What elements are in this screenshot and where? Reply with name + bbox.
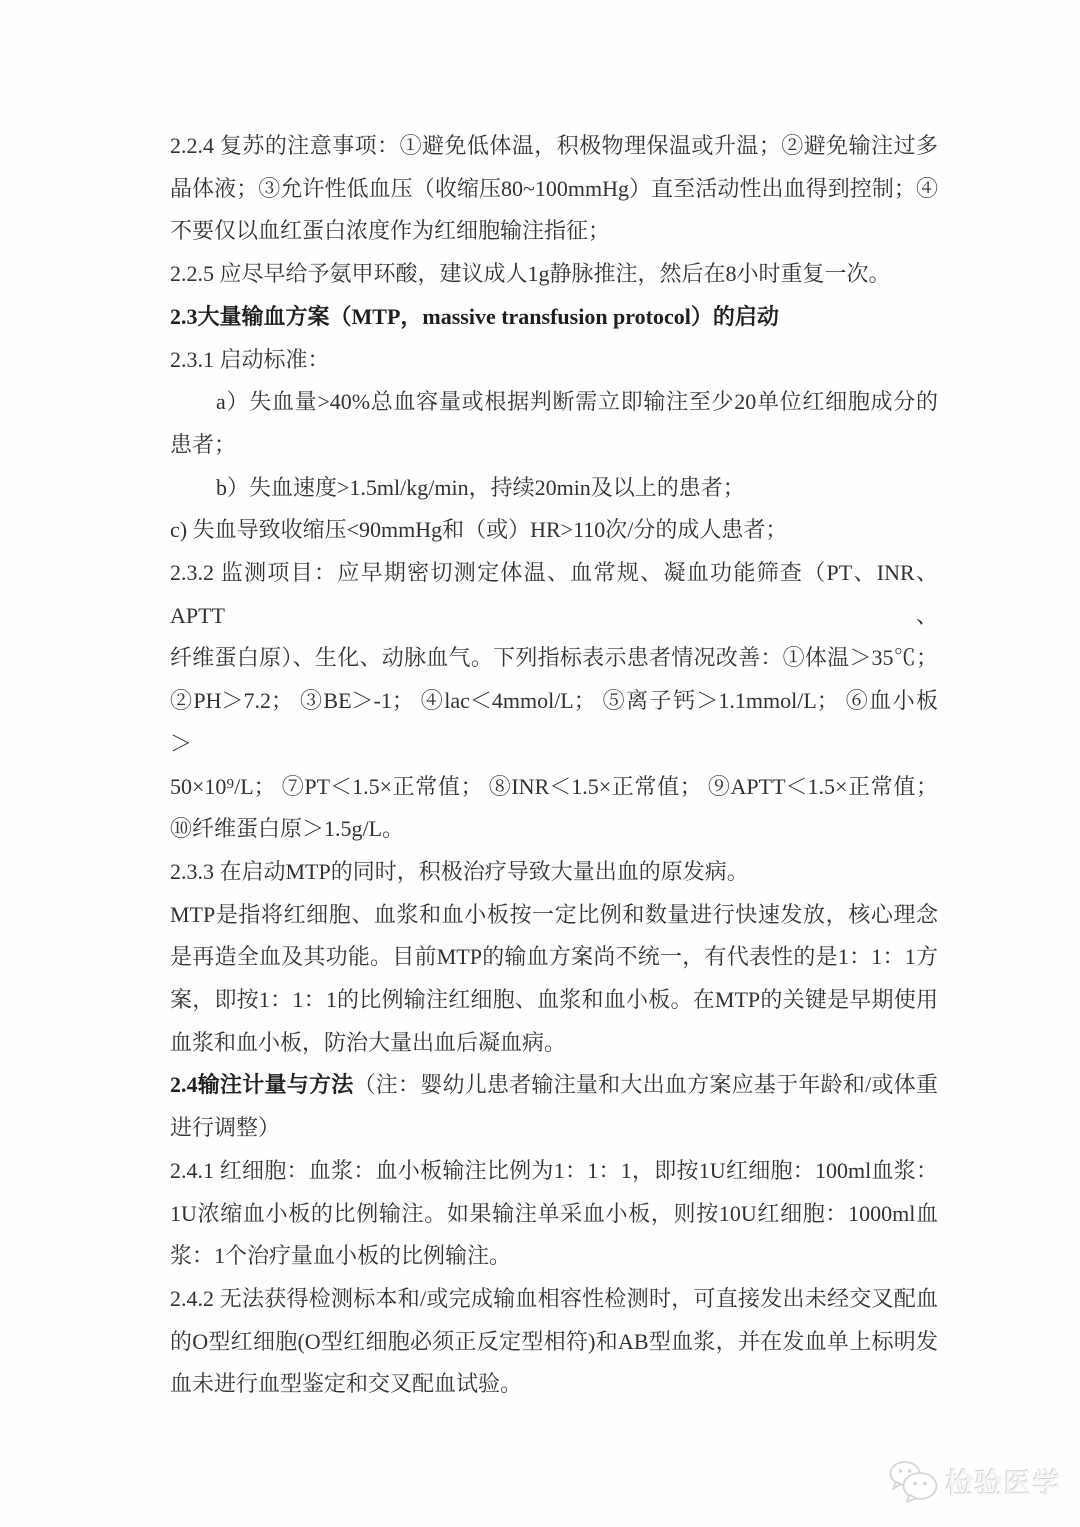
document-line <box>170 1107 938 1150</box>
body-text: 的O型红细胞(O型红细胞必须正反定型相符)和AB型血浆，并在发血单上标明发 <box>170 1328 938 1354</box>
body-text: 2.2.5 应尽早给予氨甲环酸，建议成人1g静脉推注，然后在8小时重复一次。 <box>170 261 891 287</box>
body-text: 晶体液；③允许性低血压（收缩压80~100mmHg）直至活动性出血得到控制；④ <box>170 175 938 201</box>
body-text: 纤维蛋白原）、生化、动脉血气。下列指标表示患者情况改善：①体温＞35℃； <box>170 645 938 671</box>
heading-text: 2.4输注计量与方法 <box>170 1072 354 1098</box>
body-text: 是再造全血及其功能。目前MTP的输血方案尚不统一，有代表性的是1：1：1方 <box>170 944 938 970</box>
body-text: 不要仅以血红蛋白浓度作为红细胞输注指征； <box>170 218 611 244</box>
document-line <box>170 467 938 510</box>
document-line <box>170 1022 938 1065</box>
watermark-label: 检验医学 <box>946 1468 1063 1499</box>
document-line <box>170 808 938 851</box>
heading-text: 2.3大量输血方案（MTP，massive transfusion protocol）的启动 <box>170 303 779 329</box>
body-text: ⑩纤维蛋白原＞1.5g/L。 <box>170 816 405 842</box>
document-line <box>170 253 938 296</box>
document-line <box>170 979 938 1022</box>
watermark <box>888 1458 1062 1506</box>
document-line <box>170 381 938 424</box>
document-line <box>170 766 938 809</box>
document-line <box>170 637 938 680</box>
body-text: 1U浓缩血小板的比例输注。如果输注单采血小板，则按10U红细胞：1000ml血 <box>170 1200 938 1226</box>
body-text: 2.3.1 启动标准： <box>170 346 330 372</box>
body-text: MTP是指将红细胞、血浆和血小板按一定比例和数量进行快速发放，核心理念 <box>170 901 938 927</box>
document-line <box>170 296 938 339</box>
wechat-icon <box>888 1460 938 1504</box>
body-text: 2.3.3 在启动MTP的同时，积极治疗导致大量出血的原发病。 <box>170 858 749 884</box>
body-text: 2.4.2 无法获得检测标本和/或完成输血相容性检测时，可直接发出未经交叉配血 <box>170 1285 938 1311</box>
body-text: 进行调整） <box>170 1115 281 1141</box>
body-text: a）失血量>40%总血容量或根据判断需立即输注至少20单位红细胞成分的 <box>216 389 938 415</box>
document-line <box>170 125 938 168</box>
document-line <box>170 210 938 253</box>
body-text: 2.3.2 监测项目：应早期密切测定体温、血常规、凝血功能筛查（PT、INR、APTT、 <box>170 560 938 628</box>
body-text: 2.4.1 红细胞：血浆：血小板输注比例为1：1：1，即按1U红细胞：100ml血浆： <box>170 1157 938 1183</box>
body-text: c) 失血导致收缩压<90mmHg和（或）HR>110次/分的成人患者； <box>170 517 788 543</box>
body-text: 血未进行血型鉴定和交叉配血试验。 <box>170 1371 523 1397</box>
document-line <box>170 1150 938 1193</box>
body-text: 患者； <box>170 431 237 457</box>
document-line <box>170 1235 938 1278</box>
body-text: 2.2.4 复苏的注意事项：①避免低体温，积极物理保温或升温；②避免输注过多 <box>170 133 938 158</box>
document-line <box>170 894 938 937</box>
body-text: 50×10⁹/L； ⑦PT＜1.5×正常值； ⑧INR＜1.5×正常值； ⑨APTT＜1.5×正常值； <box>170 773 938 799</box>
document-line <box>170 1278 938 1321</box>
body-text: （注：婴幼儿患者输注量和大出血方案应基于年龄和/或体重 <box>353 1072 938 1098</box>
document-line <box>170 1193 938 1236</box>
body-text: b）失血速度>1.5ml/kg/min，持续20min及以上的患者； <box>216 474 745 500</box>
body-text: ②PH＞7.2； ③BE＞-1； ④lac＜4mmol/L； ⑤离子钙＞1.1mmol/L； ⑥血小板＞ <box>170 688 938 756</box>
document-line <box>170 509 938 552</box>
document-line <box>170 424 938 467</box>
document-line <box>170 851 938 894</box>
body-text: 浆：1个治疗量血小板的比例输注。 <box>170 1243 512 1269</box>
document-line <box>170 552 938 637</box>
document-line <box>170 339 938 382</box>
document-line <box>170 1064 938 1107</box>
body-text: 案，即按1：1：1的比例输注红细胞、血浆和血小板。在MTP的关键是早期使用 <box>170 987 938 1013</box>
body-text: 血浆和血小板，防治大量出血后凝血病。 <box>170 1029 567 1055</box>
document-body <box>170 125 938 1406</box>
document-line <box>170 680 938 765</box>
document-line <box>170 1363 938 1406</box>
document-line <box>170 1321 938 1364</box>
document-line <box>170 936 938 979</box>
document-line <box>170 168 938 211</box>
